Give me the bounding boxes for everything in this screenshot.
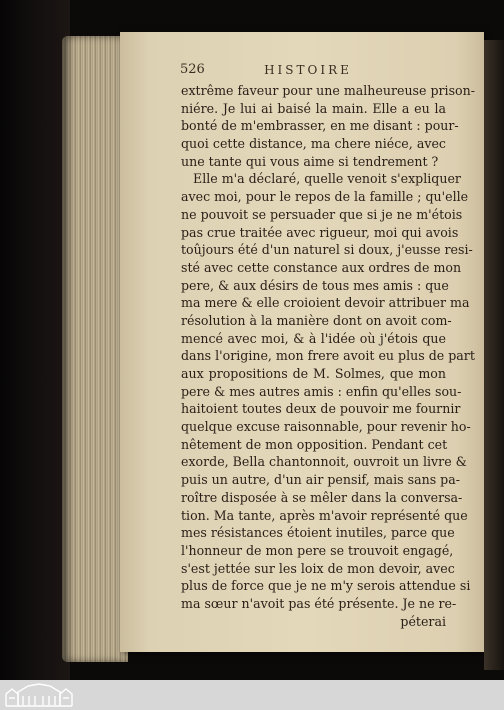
text-line: l'honneur de mon pere se trouvoit engagé,: [181, 542, 454, 558]
book-spine: [0, 0, 70, 680]
page-number: 526: [180, 62, 205, 77]
text-line: exorde, Bella chantonnoit, ouvroit un livre &: [181, 454, 467, 470]
catchword: péterai: [400, 613, 446, 629]
library-building-icon: [4, 682, 74, 708]
text-line: haitoient toutes deux de pouvoir me fournir: [181, 401, 461, 417]
facing-page-edge: [484, 40, 504, 670]
text-line: extrême faveur pour une malheureuse prison-: [181, 83, 475, 98]
text-line: bonté de m'embrasser, en me disant : pour-: [181, 118, 459, 134]
page-edges: [62, 36, 128, 662]
text-line: roître disposée à se mêler dans la conversa-: [181, 489, 463, 505]
text-line: mes résistances étoient inutiles, parce que: [181, 525, 455, 541]
text-line: avec moi, pour le repos de la famille ; qu'elle: [181, 189, 469, 205]
text-line: plus de force que je ne m'y serois attendue si: [181, 578, 471, 594]
text-line: niére. Je lui ai baisé la main. Elle a eu la: [181, 100, 446, 116]
text-line: toûjours été d'un naturel si doux, j'eusse resi-: [181, 242, 473, 258]
page-header: [170, 62, 446, 82]
text-line: aux propositions de M. Solmes, que mon: [181, 366, 446, 381]
text-line: pere & mes autres amis : enfin qu'elles sou-: [181, 383, 462, 399]
text-line: mencé avec moi, & à l'idée où j'étois que: [181, 330, 446, 346]
text-line: sté avec cette constance aux ordres de mon: [181, 259, 462, 275]
page-text: [181, 82, 475, 630]
text-line: ma mere & elle croioient devoir attribuer ma: [181, 295, 470, 311]
text-line: pere, & aux désirs de tous mes amis : que: [181, 277, 449, 293]
text-line: quelque excuse raisonnable, pour revenir ho-: [181, 419, 471, 435]
text-line: nêtement de mon opposition. Pendant cet: [181, 436, 448, 452]
text-line: puis un autre, d'un air pensif, mais sans pa-: [181, 472, 461, 488]
text-line: ne pouvoit se persuader que si je ne m'étois: [181, 206, 463, 222]
text-line: dans l'origine, mon frere avoit eu plus de part: [181, 348, 475, 364]
text-line: Elle m'a déclaré, quelle venoit s'expliquer: [193, 171, 461, 187]
running-head: HISTOIRE: [264, 63, 352, 77]
text-line: pas crue traitée avec rigueur, moi qui avois: [181, 224, 459, 240]
viewer-footer: [0, 680, 504, 710]
text-line: ma sœur n'avoit pas été présente. Je ne re-: [181, 595, 457, 611]
text-line: une tante qui vous aime si tendrement ?: [181, 153, 439, 169]
text-line: résolution à la manière dont on avoit com-: [181, 312, 452, 328]
text-line: s'est jettée sur les loix de mon devoir, avec: [181, 560, 455, 576]
text-line: quoi cette distance, ma chere niéce, avec: [181, 136, 446, 152]
text-line: tion. Ma tante, après m'avoir représenté que: [181, 507, 468, 523]
